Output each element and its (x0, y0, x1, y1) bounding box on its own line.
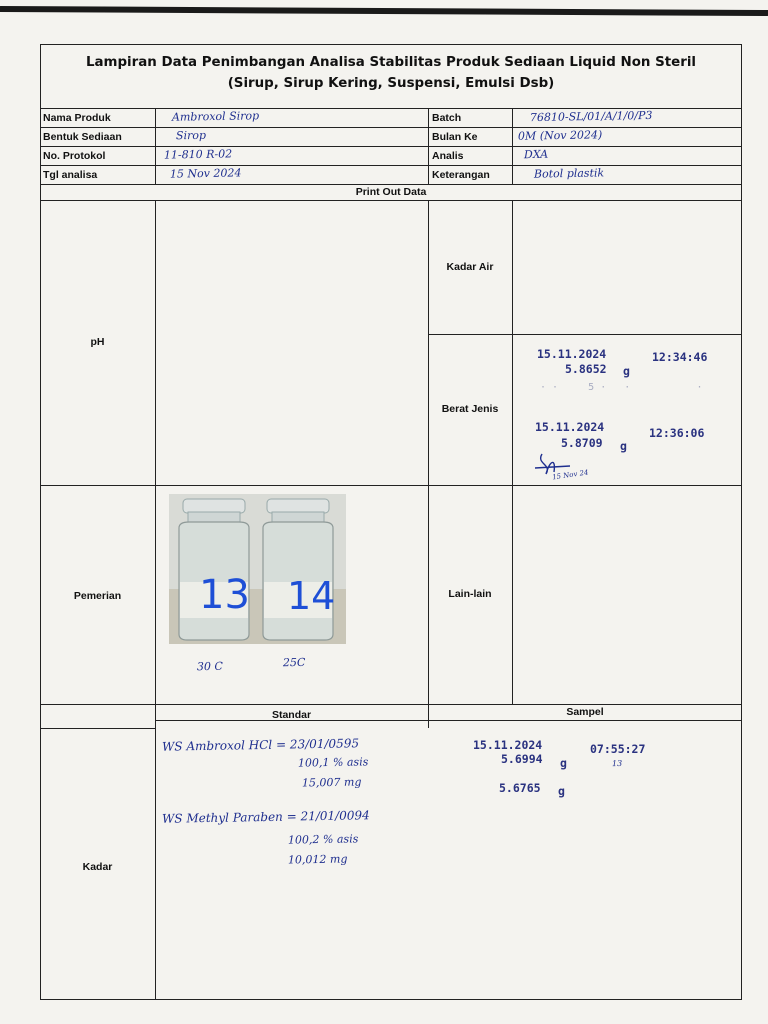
sampel-value-2: 5.6765 (499, 781, 541, 795)
sampel-unit-1: g (560, 756, 567, 770)
bj-value-1: 5.8652 (565, 362, 607, 376)
section-kadar-air: Kadar Air (446, 261, 494, 273)
title-line-1: Lampiran Data Penimbangan Analisa Stabilitas Produk Sediaan Liquid Non Steril (85, 55, 697, 70)
standar-line-3: 15,007 mg (301, 775, 362, 790)
sampel-value-1: 5.6994 (501, 752, 543, 766)
label-nama-produk: Nama Produk (43, 112, 111, 124)
bj-value-2: 5.8709 (561, 436, 603, 450)
section-standar: Standar (271, 709, 312, 721)
sampel-date: 15.11.2024 (473, 738, 543, 752)
value-nama-produk: Ambroxol Sirop (171, 109, 260, 124)
bj-time-1: 12:34:46 (652, 350, 708, 364)
label-no-protokol: No. Protokol (43, 150, 106, 162)
sampel-time: 07:55:27 (590, 742, 646, 756)
bj-signature-note: 15 Nov 24 (551, 468, 589, 482)
print-out-label: Print Out Data (355, 186, 427, 198)
label-bentuk-sediaan: Bentuk Sediaan (43, 131, 122, 143)
label-keterangan: Keterangan (432, 169, 490, 181)
bj-date-2: 15.11.2024 (535, 420, 605, 434)
section-lain-lain: Lain-lain (448, 588, 492, 600)
bj-date-1: 15.11.2024 (537, 347, 607, 361)
label-analis: Analis (432, 150, 464, 162)
section-berat-jenis: Berat Jenis (441, 403, 499, 415)
value-batch: 76810-SL/01/A/1/0/P3 (529, 108, 653, 125)
standar-line-4: WS Methyl Paraben = 21/01/0094 (161, 808, 370, 826)
label-bulan-ke: Bulan Ke (432, 131, 478, 143)
label-tgl-analisa: Tgl analisa (43, 169, 98, 181)
vial-label-right: 14 (287, 574, 336, 618)
value-bentuk-sediaan: Sirop (175, 128, 207, 143)
label-batch: Batch (432, 112, 462, 124)
bj-faint-print: · · 5 · · · (540, 382, 703, 393)
bj-unit-1: g (623, 364, 630, 378)
value-keterangan: Botol plastik (533, 166, 605, 181)
standar-line-5: 100,2 % asis (287, 832, 359, 847)
page-title (41, 52, 741, 94)
standar-line-1: WS Ambroxol HCl = 23/01/0595 (161, 736, 360, 754)
temp-left: 30 C (196, 659, 224, 674)
standar-line-6: 10,012 mg (287, 852, 348, 867)
vials-image (169, 494, 346, 644)
section-sampel: Sampel (566, 706, 604, 718)
value-bulan-ke: 0M (Nov 2024) (517, 128, 603, 143)
value-analis: DXA (523, 147, 549, 162)
vial-photo (169, 494, 346, 644)
bj-time-2: 12:36:06 (649, 426, 705, 440)
section-kadar: Kadar (82, 861, 113, 873)
vial-label-left: 13 (199, 572, 250, 618)
value-tgl-analisa: 15 Nov 2024 (169, 166, 242, 181)
value-no-protokol: 11-810 R-02 (163, 147, 233, 162)
title-line-2: (Sirup, Sirup Kering, Suspensi, Emulsi Dsb) (227, 76, 555, 91)
page-top-edge (0, 6, 768, 16)
temp-right: 25C (282, 655, 306, 670)
section-pemerian: Pemerian (73, 590, 122, 602)
bj-unit-2: g (620, 439, 627, 453)
section-ph: pH (90, 336, 105, 348)
standar-line-2: 100,1 % asis (297, 755, 369, 770)
sampel-unit-2: g (558, 784, 565, 798)
sampel-note: 13 (611, 758, 623, 769)
